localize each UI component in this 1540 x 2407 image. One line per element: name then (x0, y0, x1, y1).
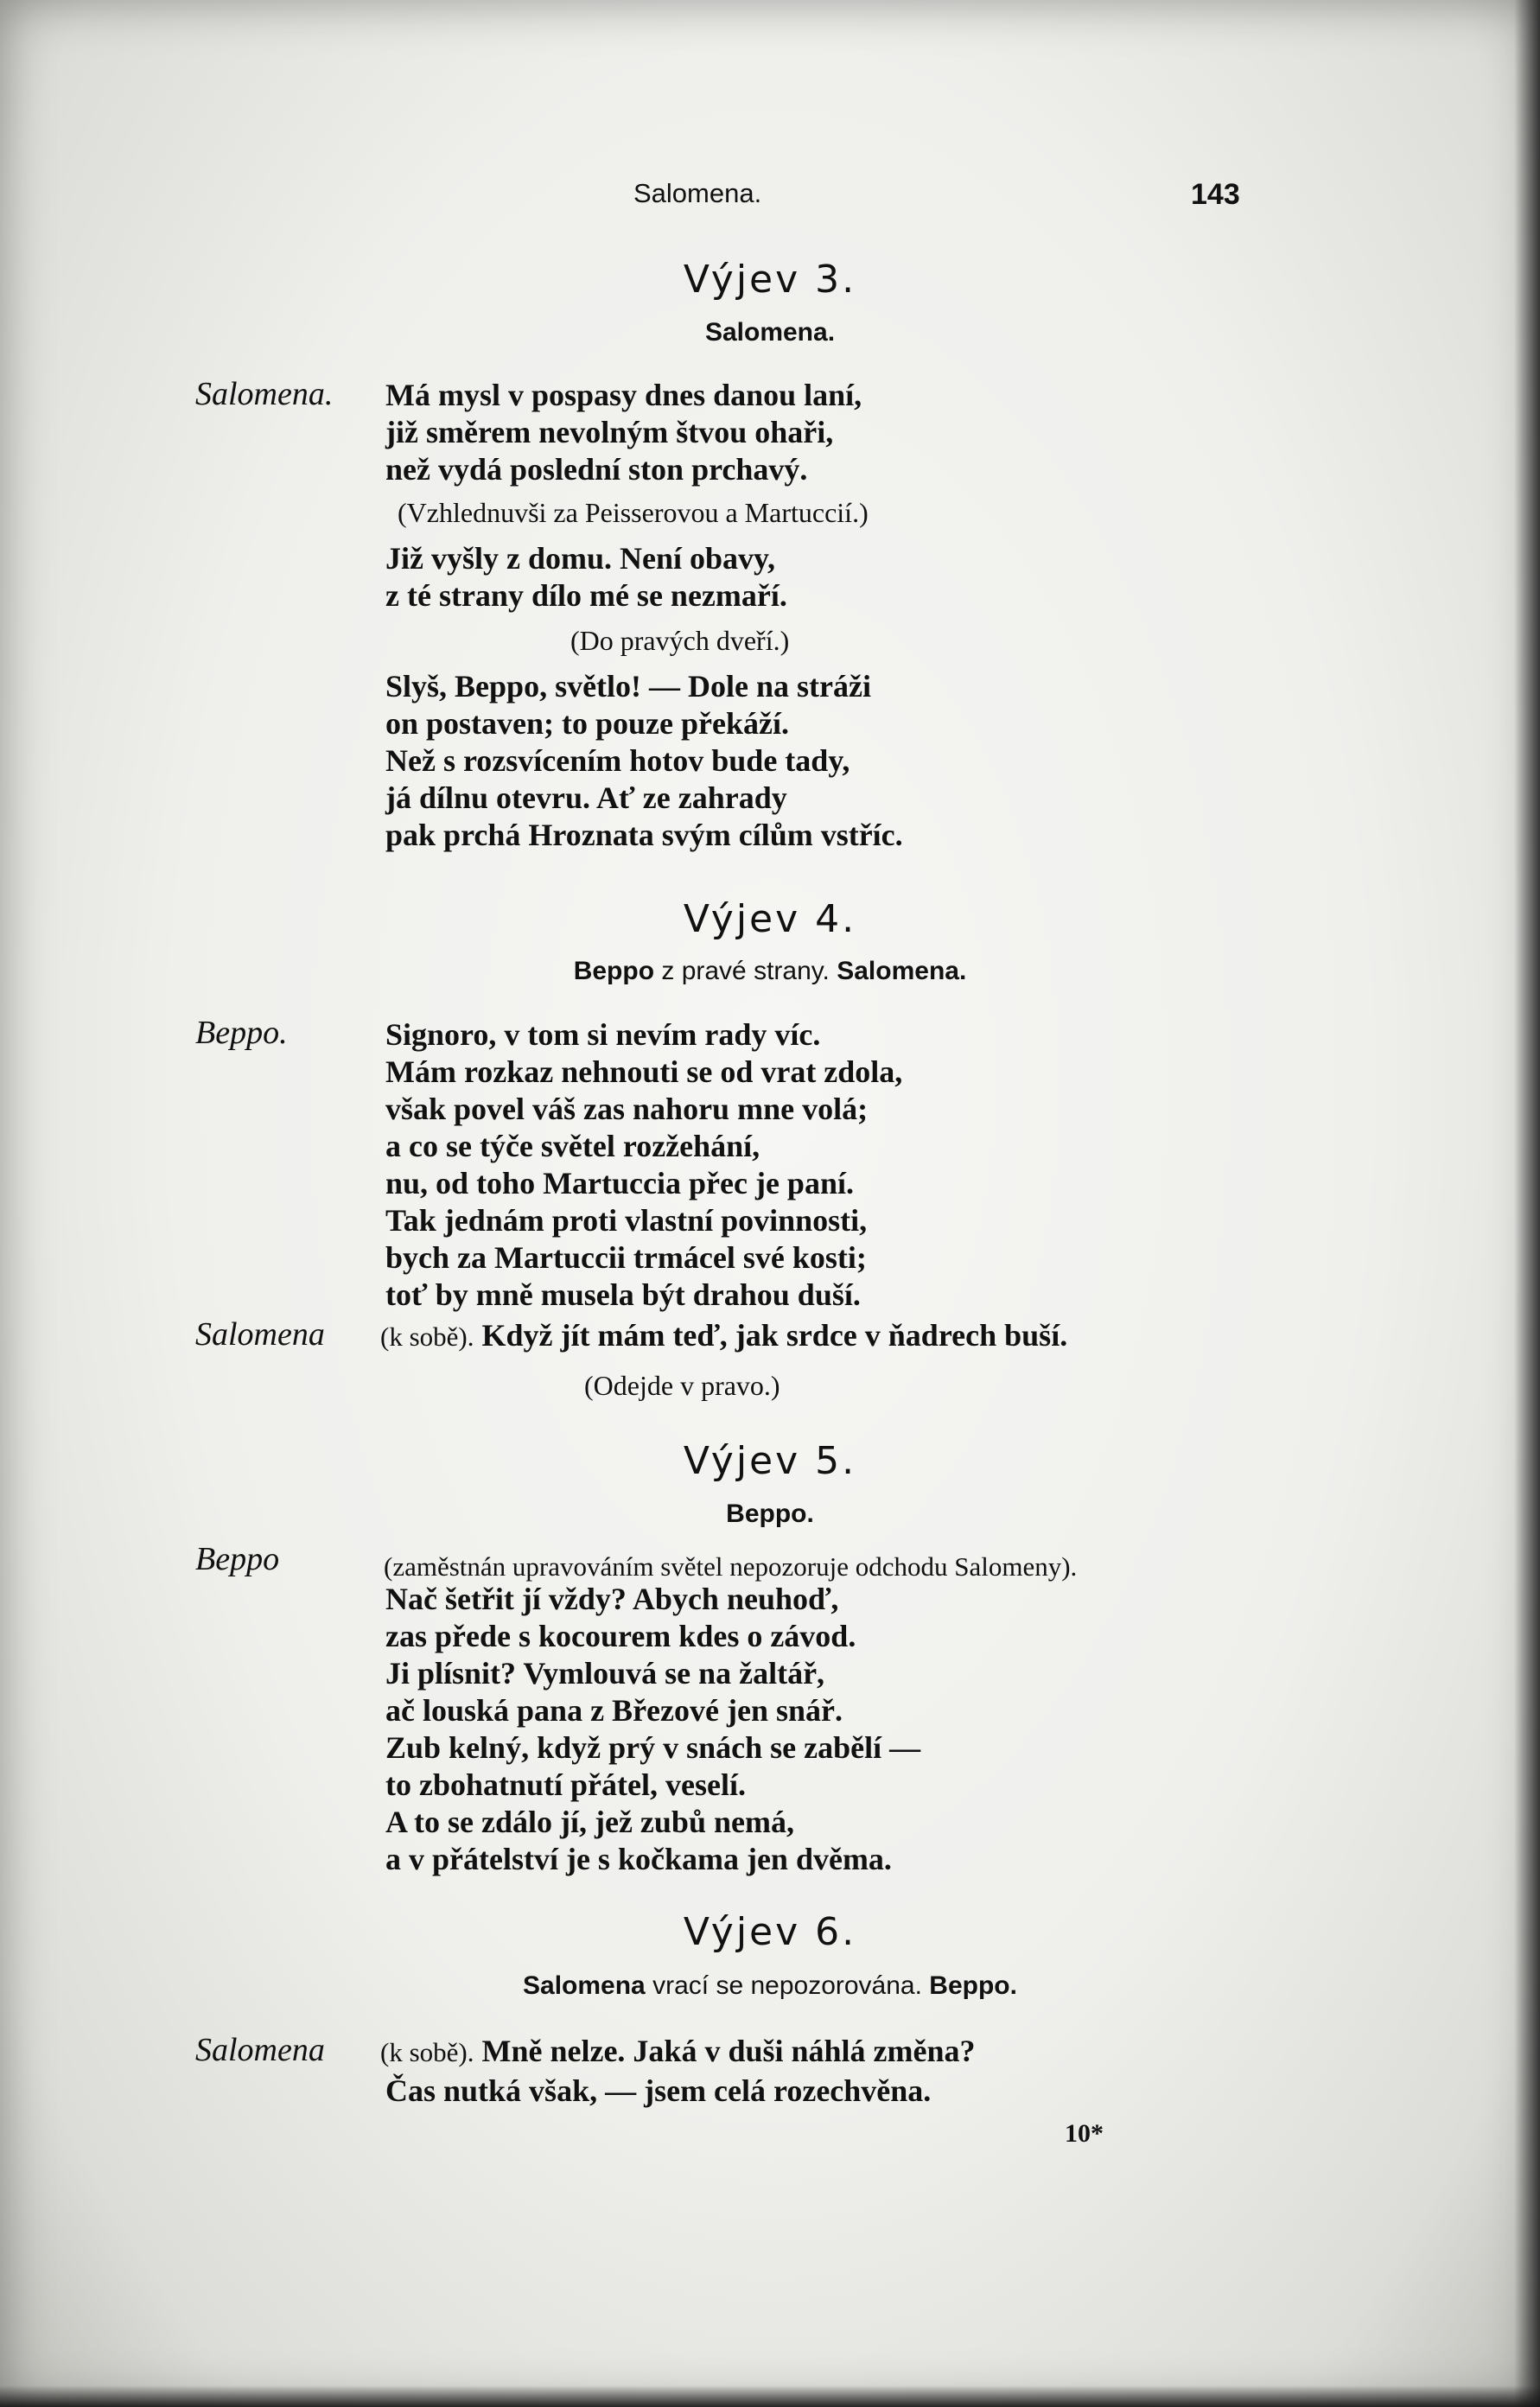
speaker-label: Salomena (195, 2032, 325, 2068)
verse-line: Když jít mám teď, jak srdce v ňadrech buší. (481, 1318, 1068, 1353)
cast-name: Beppo. (929, 1971, 1017, 2000)
speaker-label: Beppo. (195, 1015, 288, 1051)
verse-block (385, 668, 903, 854)
verse-line: Zub kelný, když prý v snách se zabělí — (385, 1730, 921, 1765)
cast-name: Salomena. (837, 957, 967, 985)
speaker-label: Salomena. (195, 376, 334, 412)
verse-line: Než s rozsvícením hotov bude tady, (385, 743, 850, 778)
cast-name: Beppo (573, 957, 655, 985)
verse-line: Slyš, Beppo, světlo! — Dole na stráži (385, 669, 871, 704)
verse-line: A to se zdálo jí, jež zubů nemá, (385, 1805, 794, 1839)
verse-line: již směrem nevolným štvou ohaři, (385, 415, 834, 449)
page-edge-shadow-bottom (0, 2385, 1540, 2407)
verse-line: než vydá poslední ston prchavý. (385, 452, 808, 487)
aside-direction: (k sobě). (380, 2037, 474, 2067)
verse-line: bych za Martuccii trmácel své kosti; (385, 1240, 867, 1275)
stage-direction: (Do pravých dveří.) (570, 625, 790, 656)
verse-line: Signoro, v tom si nevím rady víc. (385, 1017, 821, 1052)
verse-line: Nač šetřit jí vždy? Abych neuhoď, (385, 1582, 839, 1616)
verse-line: Mně nelze. Jaká v duši náhlá změna? (481, 2034, 976, 2068)
verse-line: já dílnu otevru. Ať ze zahrady (385, 780, 787, 815)
scene-3-cast: Salomena. (704, 318, 836, 347)
verse-line: pak prchá Hroznata svým cílům vstříc. (385, 818, 903, 852)
aside-direction: (k sobě). (380, 1321, 474, 1352)
scene-4-title: Výjev 4. (683, 897, 857, 941)
verse-block (385, 377, 862, 488)
verse-line: Čas nutká však, — jsem celá rozechvěna. (385, 2073, 932, 2108)
verse-line-with-aside (380, 2033, 976, 2071)
verse-block (385, 1016, 902, 1314)
verse-block (385, 1581, 920, 1878)
verse-line: Mám rozkaz nehnouti se od vrat zdola, (385, 1054, 903, 1089)
scene-4-cast (0, 957, 1540, 986)
verse-line: a v přátelství je s kočkama jen dvěma. (385, 1842, 892, 1876)
stage-direction: (Vzhlednuvši za Peisserovou a Martuccií.) (398, 497, 869, 528)
speaker-label: Salomena (195, 1316, 325, 1353)
page-number: 143 (1191, 178, 1240, 211)
stage-direction: (Odejde v pravo.) (584, 1370, 780, 1401)
verse-line: ač louská pana z Březové jen snář. (385, 1693, 843, 1728)
scene-6-cast (0, 1971, 1540, 2001)
verse-line: on postaven; to pouze překáží. (385, 706, 789, 741)
verse-line: Ji plísnit? Vymlouvá se na žaltář, (385, 1656, 825, 1691)
scene-5-cast: Beppo. (726, 1500, 814, 1528)
scene-3-title: Výjev 3. (683, 258, 857, 302)
verse-line: nu, od toho Martuccia přec je paní. (385, 1166, 854, 1200)
verse-line: toť by mně musela být drahou duší. (385, 1277, 861, 1312)
verse-line: to zbohatnutí přátel, veselí. (385, 1767, 746, 1802)
page-edge-shadow-right (1514, 0, 1540, 2407)
printer-signature-mark: 10* (1065, 2119, 1104, 2148)
speaker-label: Beppo (195, 1541, 280, 1577)
verse-line: Má mysl v pospasy dnes danou laní, (385, 378, 862, 412)
verse-line-with-aside (380, 1317, 1067, 1355)
scene-6-title: Výjev 6. (683, 1910, 857, 1954)
cast-name: Salomena (523, 1971, 646, 2000)
verse-block (385, 540, 787, 614)
stage-direction: (zaměstnán upravováním světel nepozoruje odchodu Salomeny). (384, 1551, 1078, 1582)
verse-line: a co se týče světel rozžehání, (385, 1129, 760, 1163)
verse-line: zas přede s kocourem kdes o závod. (385, 1619, 856, 1653)
running-header-title: Salomena. (633, 178, 762, 208)
cast-note: vrací se nepozorována. (652, 1971, 922, 2000)
verse-line: však povel váš zas nahoru mne volá; (385, 1092, 869, 1126)
verse-line: z té strany dílo mé se nezmaří. (385, 578, 787, 613)
verse-line: Již vyšly z domu. Není obavy, (385, 541, 776, 576)
scene-5-title: Výjev 5. (683, 1439, 857, 1483)
cast-note: z pravé strany. (661, 957, 830, 985)
verse-line: Tak jednám proti vlastní povinnosti, (385, 1203, 868, 1238)
